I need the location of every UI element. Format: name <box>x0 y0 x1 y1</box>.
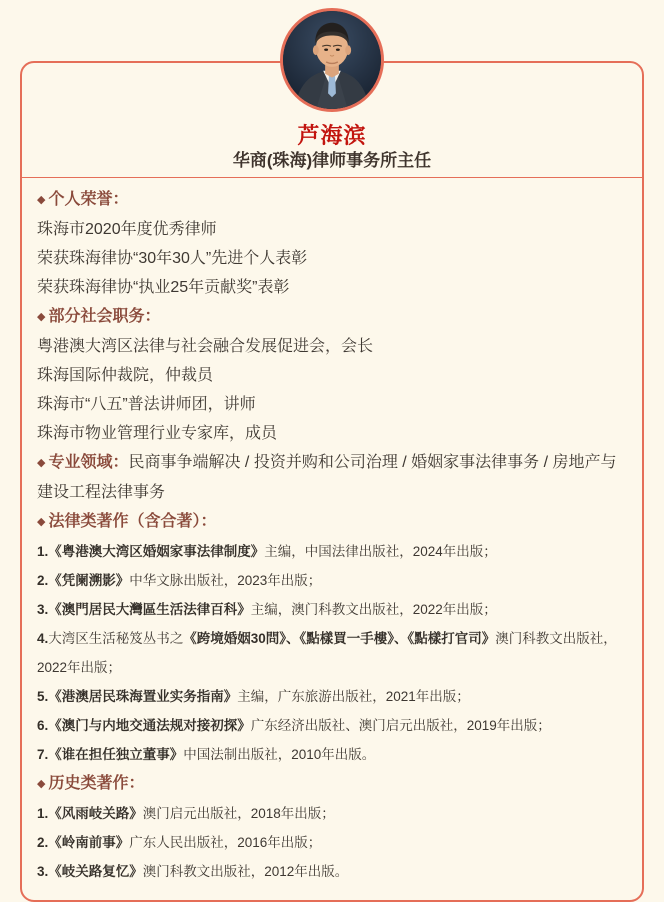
work-publisher: 主编，澳门科教文出版社，2022年出版； <box>250 602 497 617</box>
section-heading-social-roles: ◆ 部分社会职务： <box>37 308 161 325</box>
social-role-line: 珠海市“八五”普法讲师团，讲师 <box>37 396 256 413</box>
legal-work-item <box>37 566 627 595</box>
profile-content <box>22 178 642 886</box>
work-title: 3.《岐关路复忆》 <box>37 864 143 879</box>
work-publisher: 广东人民出版社，2016年出版； <box>129 835 322 850</box>
section-heading-history-works: ◆ 历史类著作： <box>37 775 145 792</box>
diamond-bullet-icon: ◆ <box>37 311 46 323</box>
diamond-bullet-icon: ◆ <box>37 194 46 206</box>
work-number: 4. <box>37 631 49 646</box>
social-role-line: 珠海市物业管理行业专家库，成员 <box>37 425 278 442</box>
legal-work-item <box>37 740 627 769</box>
legal-work-item <box>37 624 627 682</box>
history-work-item <box>37 799 627 828</box>
work-publisher: 主编，广东旅游出版社，2021年出版； <box>237 689 470 704</box>
work-series: 大湾区生活秘笈丛书之 <box>48 631 184 646</box>
profile-name: 芦海滨 <box>297 123 367 148</box>
history-work-item <box>37 828 627 857</box>
legal-work-item <box>37 682 627 711</box>
work-publisher: 澳门科教文出版社，2022年出版； <box>37 631 617 675</box>
specialty-text: 民商事争端解决 / 投资并购和公司治理 / 婚姻家事法律事务 / 房地产与建设工程法律事务 <box>37 454 617 501</box>
social-role-line: 粤港澳大湾区法律与社会融合发展促进会，会长 <box>37 338 374 355</box>
work-title: 《跨境婚姻30問》、《點樣買一手樓》、《點樣打官司》 <box>183 631 496 646</box>
work-title: 2.《岭南前事》 <box>37 835 130 850</box>
work-title: 1.《风雨岐关路》 <box>37 806 143 821</box>
honor-line: 珠海市2020年度优秀律师 <box>37 221 217 238</box>
work-publisher: 主编，中国法律出版社，2024年出版； <box>264 544 497 559</box>
profile-job-title: 华商(珠海)律师事务所主任 <box>232 151 432 170</box>
work-publisher: 广东经济出版社、澳门启元出版社，2019年出版； <box>250 718 551 733</box>
work-title: 2.《凭阑溯影》 <box>37 573 130 588</box>
social-role-line: 珠海国际仲裁院，仲裁员 <box>37 367 214 384</box>
work-publisher: 中国法制出版社，2010年出版。 <box>183 747 376 762</box>
honor-line: 荣获珠海律协“执业25年贡献奖”表彰 <box>37 279 290 296</box>
profile-card <box>20 61 644 902</box>
section-heading-honors: ◆ 个人荣誉： <box>37 191 129 208</box>
legal-work-item <box>37 711 627 740</box>
legal-work-item <box>37 595 627 624</box>
honor-line: 荣获珠海律协“30年30人”先进个人表彰 <box>37 250 308 267</box>
section-heading-legal-works: ◆ 法律类著作（含合著）： <box>37 513 217 530</box>
history-work-item <box>37 857 627 886</box>
work-publisher: 澳门启元出版社，2018年出版； <box>142 806 335 821</box>
diamond-bullet-icon: ◆ <box>37 516 46 528</box>
work-publisher: 澳门科教文出版社，2012年出版。 <box>142 864 349 879</box>
portrait-illustration <box>283 11 381 109</box>
profile-photo <box>280 8 384 112</box>
work-publisher: 中华文脉出版社，2023年出版； <box>129 573 322 588</box>
work-title: 1.《粤港澳大湾区婚姻家事法律制度》 <box>37 544 265 559</box>
work-title: 5.《港澳居民珠海置业实务指南》 <box>37 689 238 704</box>
section-heading-specialty: 专业领域： <box>48 454 129 471</box>
legal-work-item <box>37 537 627 566</box>
work-title: 3.《澳門居民大灣區生活法律百科》 <box>37 602 251 617</box>
work-title: 6.《澳门与内地交通法规对接初探》 <box>37 718 251 733</box>
work-title: 7.《谁在担任独立董事》 <box>37 747 184 762</box>
diamond-bullet-icon: ◆ <box>37 778 46 790</box>
section-specialty <box>37 448 627 507</box>
diamond-bullet-icon: ◆ <box>37 457 46 469</box>
